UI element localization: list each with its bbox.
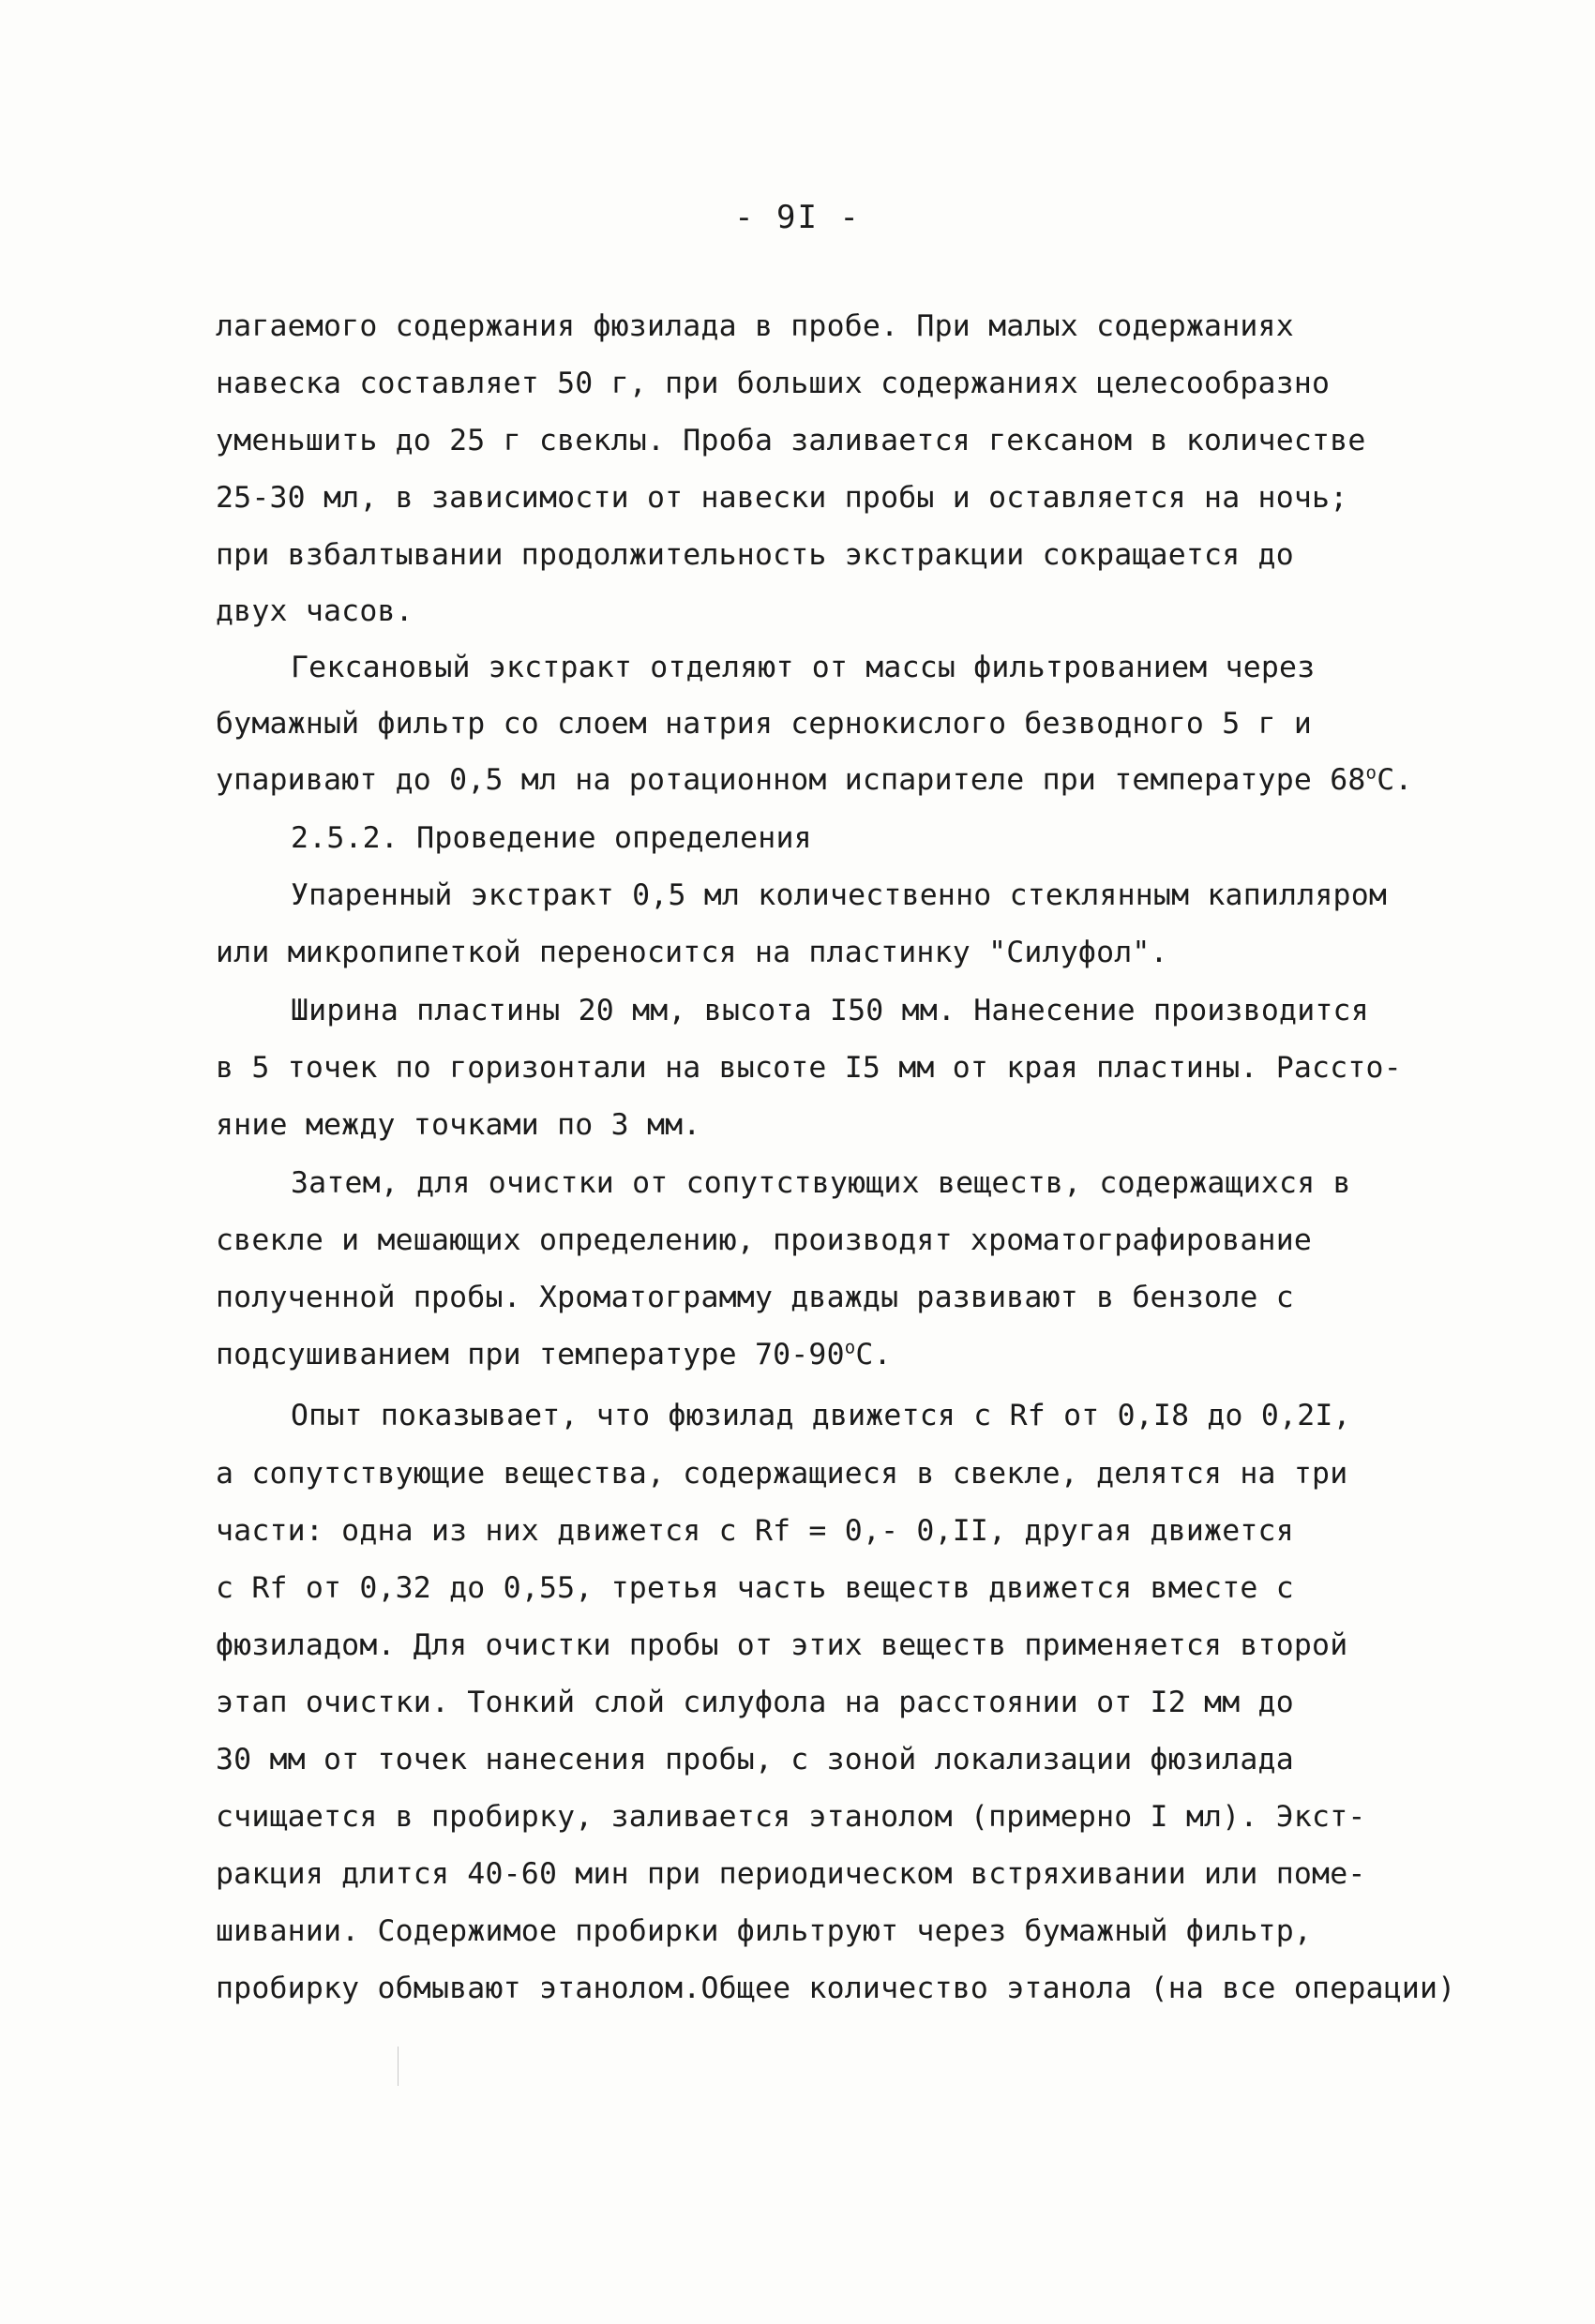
text-line: лагаемого содержания фюзилада в пробе. При малых содержаниях <box>216 309 1294 343</box>
paragraph-first-line: Гексановый экстракт отделяют от массы фильтрованием через <box>291 651 1316 684</box>
text-line: с Rf от 0,32 до 0,55, третья часть веществ движется вместе с <box>216 1571 1294 1605</box>
text-line: или микропипеткой переносится на пластинку "Силуфол". <box>216 936 1168 969</box>
paragraph-first-line: Опыт показывает, что фюзилад движется с Rf от 0,I8 до 0,2I, <box>291 1399 1351 1432</box>
text-line: яние между точками по 3 мм. <box>216 1108 701 1142</box>
text-line: полученной пробы. Хроматограмму дважды развивают в бензоле с <box>216 1281 1294 1314</box>
text-line: двух часов. <box>216 594 414 628</box>
paragraph-first-line: Затем, для очистки от сопутствующих веществ, содержащихся в <box>291 1166 1351 1200</box>
text-line-body: подсушиванием при температуре 70-90 <box>216 1338 845 1372</box>
text-line: шивании. Содержимое пробирки фильтруют через бумажный фильтр, <box>216 1914 1313 1948</box>
text-line: пробирку обмывают этанолом.Общее количество этанола (на все операции) <box>216 1972 1456 2005</box>
text-line: этап очистки. Тонкий слой силуфола на расстоянии от I2 мм до <box>216 1686 1294 1719</box>
text-line-body: упаривают до 0,5 мл на ротационном испарителе при температуре 68 <box>216 763 1366 797</box>
text-line: бумажный фильтр со слоем натрия сернокислого безводного 5 г и <box>216 707 1313 741</box>
page-number: - 9I - <box>734 199 861 236</box>
scan-margin-mark <box>398 2047 399 2086</box>
text-line: уменьшить до 25 г свеклы. Проба заливается гексаном в количестве <box>216 424 1366 457</box>
text-line: в 5 точек по горизонтали на высоте I5 мм от края пластины. Рассто- <box>216 1051 1402 1085</box>
degree-sign: o <box>844 1337 856 1358</box>
section-heading: 2.5.2. Проведение определения <box>291 821 812 855</box>
paragraph-first-line: Упаренный экстракт 0,5 мл количественно стеклянным капилляром <box>291 878 1388 912</box>
text-line: фюзиладом. Для очистки пробы от этих веществ применяется второй <box>216 1628 1348 1662</box>
text-line: части: одна из них движется с Rf = 0,- 0,II, другая движется <box>216 1514 1294 1548</box>
text-line: 30 мм от точек нанесения пробы, с зоной локализации фюзилада <box>216 1743 1294 1777</box>
degree-sign: o <box>1365 762 1377 784</box>
text-line <box>216 761 1413 799</box>
text-line: ракция длится 40-60 мин при периодическом встряхивании или поме- <box>216 1857 1366 1891</box>
celsius-unit: C. <box>855 1338 892 1372</box>
text-line: счищается в пробирку, заливается этанолом (примерно I мл). Экст- <box>216 1800 1366 1834</box>
text-line: при взбалтывании продолжительность экстракции сокращается до <box>216 538 1294 572</box>
text-line: свекле и мешающих определению, производят хроматографирование <box>216 1223 1313 1257</box>
text-line: навеска составляет 50 г, при больших содержаниях целесообразно <box>216 367 1331 400</box>
text-line <box>216 1336 892 1373</box>
text-line: а сопутствующие вещества, содержащиеся в свекле, делятся на три <box>216 1457 1348 1491</box>
text-line: 25-30 мл, в зависимости от навески пробы и оставляется на ночь; <box>216 481 1348 515</box>
celsius-unit: C. <box>1377 763 1413 797</box>
paragraph-first-line: Ширина пластины 20 мм, высота I50 мм. Нанесение производится <box>291 994 1369 1027</box>
